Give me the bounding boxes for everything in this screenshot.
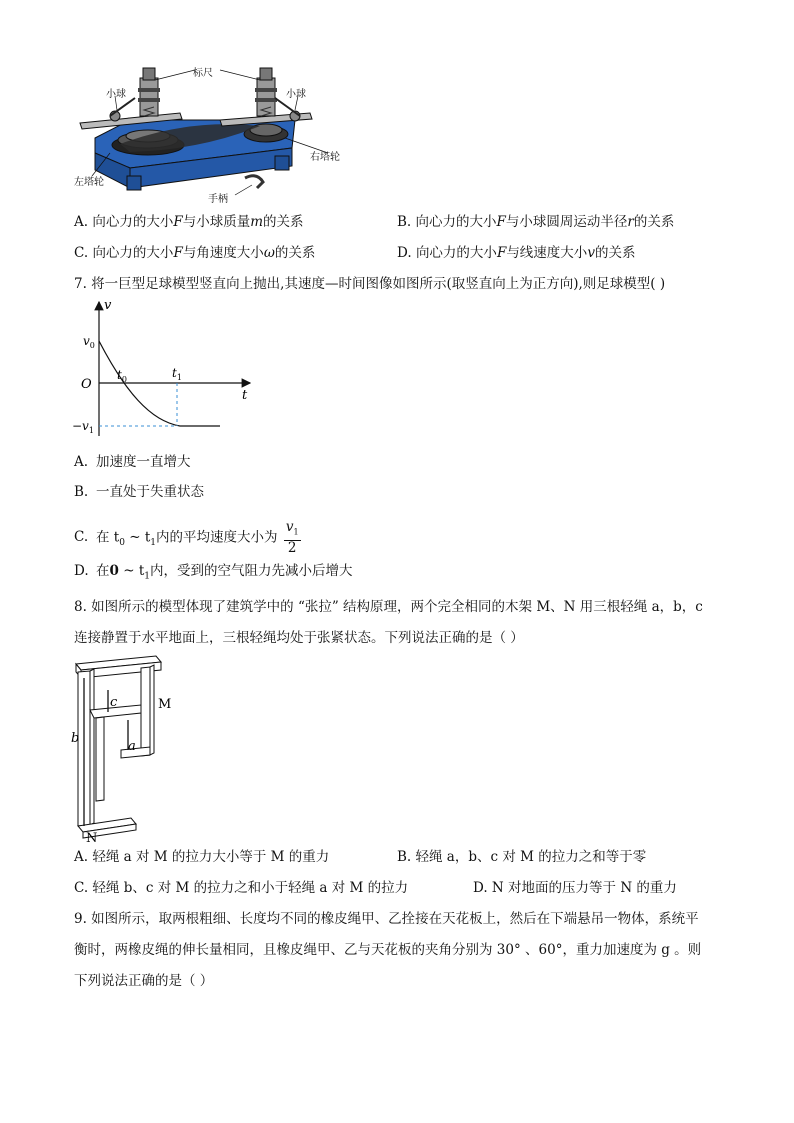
- fraction-v1-over-2: $\frac{v_1}{2}$: [285, 519, 299, 556]
- tensegrity-figure: [66, 650, 186, 845]
- option-text: 一直处于失重状态: [96, 484, 204, 500]
- option-letter: B.: [397, 214, 412, 230]
- option-text: 与线速度大小: [506, 245, 588, 261]
- t0-label: $t_0$: [117, 368, 127, 384]
- q9-line3: 下列说法正确的是（ ）: [74, 973, 214, 989]
- q9-line2: 衡时，两橡皮绳的伸长量相同，且橡皮绳甲、乙与天花板的夹角分别为 30° 、60°，重力加速度为 g 。则: [74, 942, 702, 958]
- centripetal-apparatus-figure: [70, 58, 360, 208]
- origin-label: O: [81, 377, 92, 392]
- label-ruler: 标尺: [193, 68, 213, 79]
- option-text: 的关系: [633, 214, 675, 230]
- q7-stem: 7. 将一巨型足球模型竖直向上抛出,其速度—时间图像如图所示(取竖直向上为正方向),则足球模型( ): [74, 276, 666, 292]
- q7-option-a[interactable]: [74, 452, 191, 472]
- option-letter: D.: [397, 245, 412, 261]
- subscript: 0: [119, 538, 125, 549]
- var-f: F: [496, 214, 506, 230]
- zero: 0: [109, 563, 119, 579]
- subscript: 1: [144, 571, 150, 582]
- var-f: F: [173, 214, 183, 230]
- option-text: 加速度一直增大: [96, 454, 191, 470]
- q7-option-c[interactable]: [74, 520, 301, 556]
- option-letter: C.: [74, 529, 89, 546]
- q7-option-d[interactable]: [74, 561, 352, 587]
- option-text: 向心力的大小: [92, 245, 174, 261]
- q8-option-a[interactable]: A. 轻绳 a 对 M 的拉力大小等于 M 的重力: [74, 849, 330, 865]
- q8-stem-line1: 8. 如图所示的模型体现了建筑学中的 “张拉” 结构原理，两个完全相同的木架 M、N 用三根轻绳 a，b，c: [74, 599, 703, 615]
- option-letter: D.: [74, 563, 89, 579]
- option-text: 向心力的大小: [415, 245, 497, 261]
- option-text: 与角速度大小: [182, 245, 264, 261]
- var-f: F: [173, 245, 183, 261]
- label-ball-right: 小球: [286, 89, 306, 100]
- var-omega: ω: [263, 245, 275, 261]
- option-letter: C.: [74, 245, 89, 261]
- option-text: 内，受到的空气阻力先减小后增大: [149, 563, 353, 579]
- option-text: ~: [118, 563, 139, 579]
- label-n: N: [86, 831, 98, 845]
- t1-label: $t_1$: [172, 366, 182, 382]
- option-text: 的关系: [274, 245, 316, 261]
- option-text: 向心力的大小: [415, 214, 497, 230]
- option-text: ~ t: [124, 529, 151, 546]
- q6-option-c[interactable]: [74, 243, 315, 263]
- q6-option-d[interactable]: [397, 243, 635, 263]
- option-text: 与小球质量: [182, 214, 251, 230]
- var-m: m: [250, 214, 264, 230]
- label-m: M: [158, 697, 172, 712]
- v0-label: $v_0$: [83, 334, 95, 350]
- q8-stem-line2: 连接静置于水平地面上，三根轻绳均处于张紧状态。下列说法正确的是（ ）: [74, 630, 524, 646]
- option-text: 向心力的大小: [92, 214, 174, 230]
- option-letter: B.: [74, 484, 89, 500]
- option-text: 内的平均速度大小为: [156, 529, 278, 546]
- option-text: 与小球圆周运动半径: [505, 214, 628, 230]
- label-ball-left: 小球: [106, 89, 126, 100]
- neg-v1-label: $-v_1$: [72, 419, 94, 435]
- option-text: 在: [96, 563, 110, 579]
- option-letter: A.: [74, 214, 89, 230]
- subscript: 1: [150, 538, 157, 549]
- option-text: t: [138, 563, 145, 579]
- var-f: F: [496, 245, 507, 261]
- label-left-wheel: 左塔轮: [74, 177, 104, 188]
- label-right-wheel: 右塔轮: [310, 152, 340, 163]
- q6-option-a[interactable]: [74, 212, 304, 232]
- q6-option-b[interactable]: [397, 212, 674, 232]
- axis-v-label: v: [104, 298, 112, 313]
- var-v: v: [587, 245, 595, 261]
- velocity-time-graph: [70, 296, 260, 441]
- option-letter: A.: [74, 454, 89, 470]
- q9-line1: 9. 如图所示，取两根粗细、长度均不同的橡皮绳甲、乙拴接在天花板上，然后在下端悬吊一物体，系统平: [74, 911, 699, 927]
- q8-option-c[interactable]: C. 轻绳 b、c 对 M 的拉力之和小于轻绳 a 对 M 的拉力: [74, 880, 409, 896]
- label-handle: 手柄: [208, 194, 228, 205]
- q8-option-d[interactable]: D. N 对地面的压力等于 N 的重力: [473, 880, 677, 896]
- q7-option-b[interactable]: [74, 482, 204, 502]
- axis-t-label: t: [242, 388, 248, 403]
- q8-option-b[interactable]: B. 轻绳 a，b、c 对 M 的拉力之和等于零: [397, 849, 647, 865]
- option-text: 的关系: [263, 214, 304, 230]
- option-text: 的关系: [594, 245, 636, 261]
- label-c: c: [110, 695, 118, 710]
- option-text: 在 t: [96, 529, 120, 546]
- label-a: a: [128, 739, 136, 754]
- label-b: b: [71, 731, 80, 746]
- var-r: r: [627, 214, 634, 230]
